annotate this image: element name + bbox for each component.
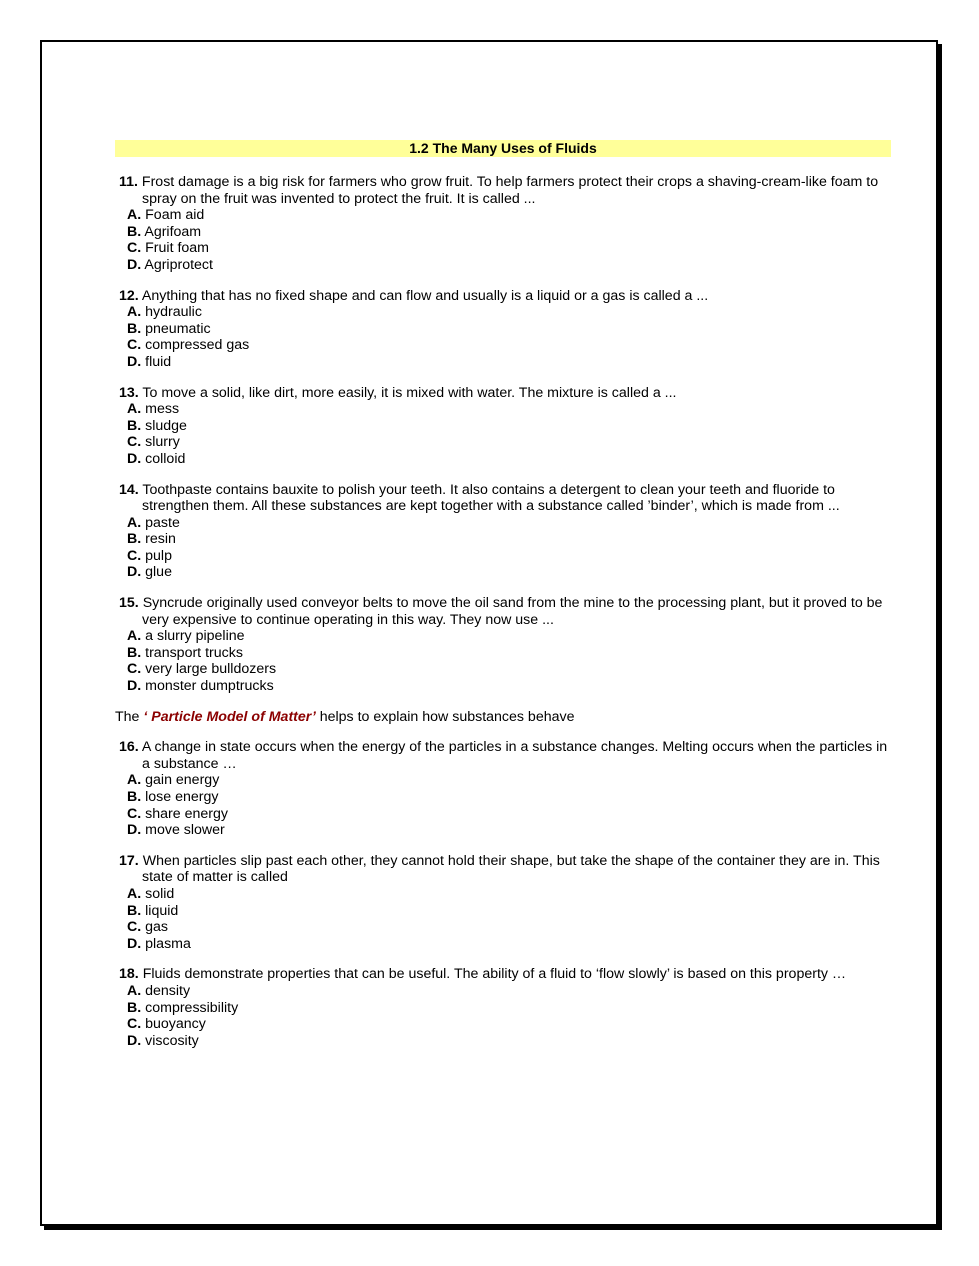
answer-option xyxy=(115,434,891,451)
option-text: liquid xyxy=(145,902,179,919)
option-text: lose energy xyxy=(145,789,219,805)
question-14 xyxy=(115,482,891,582)
section-title: 1.2 The Many Uses of Fluids xyxy=(115,140,891,157)
option-letter: B. xyxy=(127,644,142,661)
option-letter: C. xyxy=(127,337,142,354)
answer-option xyxy=(115,304,891,321)
option-letter: C. xyxy=(127,805,142,822)
question-16 xyxy=(115,739,891,839)
option-letter: D. xyxy=(127,256,142,273)
question-group-2 xyxy=(115,739,891,1049)
option-letter: D. xyxy=(127,935,142,952)
question-stem xyxy=(115,288,891,305)
option-text: fluid xyxy=(145,353,172,370)
answer-option xyxy=(115,548,891,565)
answer-option xyxy=(115,451,891,468)
option-letter: C. xyxy=(127,1016,142,1033)
option-letter: C. xyxy=(127,240,142,257)
particle-model-title: ‘ Particle Model of Matter’ xyxy=(143,708,316,725)
option-text: a slurry pipeline xyxy=(145,628,245,645)
question-12 xyxy=(115,288,891,371)
question-number: 18. xyxy=(119,966,139,983)
option-letter: D. xyxy=(127,353,142,370)
option-text: pulp xyxy=(145,547,172,564)
option-letter: D. xyxy=(127,1032,142,1049)
question-stem xyxy=(115,482,891,515)
option-letter: B. xyxy=(127,417,142,434)
answer-option xyxy=(115,337,891,354)
question-stem xyxy=(115,174,891,207)
answer-option xyxy=(115,936,891,953)
option-text: glue xyxy=(145,564,172,581)
answer-option xyxy=(115,240,891,257)
answer-option xyxy=(115,628,891,645)
answer-option xyxy=(115,772,891,789)
option-text: compressibility xyxy=(145,999,239,1016)
option-text: density xyxy=(145,982,191,999)
option-text: compressed gas xyxy=(145,337,250,354)
question-stem xyxy=(115,385,891,402)
option-text: Agrifoam xyxy=(144,223,202,240)
answer-option xyxy=(115,224,891,241)
question-stem xyxy=(115,853,891,886)
option-text: Foam aid xyxy=(145,207,205,224)
answer-option xyxy=(115,354,891,371)
option-letter: B. xyxy=(127,531,142,548)
answer-option xyxy=(115,515,891,532)
question-text: Frost damage is a big risk for farmers who grow fruit. To help farmers protect their crops a shaving-cream-like foam to spray on the fruit was invented to protect the fruit. It is called ... xyxy=(141,174,879,207)
question-text: When particles slip past each other, they cannot hold their shape, but take the shape of the container they are in. This state of matter is called xyxy=(142,852,880,886)
option-letter: A. xyxy=(127,207,142,224)
option-text: mess xyxy=(145,401,180,418)
answer-option xyxy=(115,401,891,418)
option-text: Agriprotect xyxy=(144,256,213,273)
question-text: A change in state occurs when the energy of the particles in a substance changes. Melting occurs when the particles in a substance … xyxy=(141,739,888,772)
option-letter: B. xyxy=(127,999,142,1016)
option-letter: B. xyxy=(127,223,142,240)
question-number: 13. xyxy=(119,384,139,401)
question-stem xyxy=(115,966,891,983)
question-13 xyxy=(115,385,891,468)
question-text: Anything that has no fixed shape and can flow and usually is a liquid or a gas is called a ... xyxy=(141,287,709,304)
answer-option xyxy=(115,564,891,581)
question-15 xyxy=(115,595,891,695)
option-letter: D. xyxy=(127,450,142,467)
question-18 xyxy=(115,966,891,1049)
option-text: transport trucks xyxy=(145,644,243,661)
intro-line xyxy=(115,709,891,726)
answer-option xyxy=(115,531,891,548)
option-text: gain energy xyxy=(145,772,220,789)
option-text: pneumatic xyxy=(145,320,211,337)
option-letter: A. xyxy=(127,304,142,321)
option-text: paste xyxy=(145,514,180,531)
answer-option xyxy=(115,418,891,435)
answer-option xyxy=(115,321,891,338)
answer-option xyxy=(115,886,891,903)
option-letter: A. xyxy=(127,401,142,418)
question-text: Toothpaste contains bauxite to polish your teeth. It also contains a detergent to clean your teeth and fluoride to strengthen them. All these substances are kept together with a substance called ’binder’, which is made from ... xyxy=(142,481,840,515)
option-text: colloid xyxy=(145,450,186,467)
option-text: move slower xyxy=(145,822,225,839)
option-letter: A. xyxy=(127,514,142,531)
option-letter: D. xyxy=(127,678,142,695)
option-text: Fruit foam xyxy=(145,240,209,257)
question-stem xyxy=(115,595,891,628)
answer-option xyxy=(115,983,891,1000)
worksheet-content xyxy=(115,140,891,1063)
answer-option xyxy=(115,789,891,806)
answer-option xyxy=(115,678,891,695)
option-letter: B. xyxy=(127,789,142,805)
option-text: sludge xyxy=(145,417,187,434)
option-text: share energy xyxy=(145,805,228,822)
option-letter: C. xyxy=(127,919,142,936)
answer-option xyxy=(115,1000,891,1017)
option-text: viscosity xyxy=(145,1032,199,1049)
question-text: Syncrude originally used conveyor belts to move the oil sand from the mine to the processing plant, but it proved to be very expensive to continue operating in this way. They now use ... xyxy=(142,595,883,628)
option-letter: C. xyxy=(127,661,142,678)
option-text: hydraulic xyxy=(145,304,202,321)
question-number: 11. xyxy=(119,174,138,190)
question-11 xyxy=(115,174,891,274)
option-letter: B. xyxy=(127,902,142,919)
option-letter: D. xyxy=(127,564,142,581)
answer-option xyxy=(115,903,891,920)
option-text: solid xyxy=(145,885,175,902)
question-number: 14. xyxy=(119,481,139,498)
option-text: very large bulldozers xyxy=(145,661,277,678)
option-letter: C. xyxy=(127,547,142,564)
answer-option xyxy=(115,806,891,823)
intro-prefix: The xyxy=(115,708,144,725)
answer-option xyxy=(115,1016,891,1033)
option-letter: A. xyxy=(127,885,142,902)
answer-option xyxy=(115,661,891,678)
option-letter: A. xyxy=(127,772,142,789)
option-text: monster dumptrucks xyxy=(145,678,274,695)
question-text: To move a solid, like dirt, more easily, it is mixed with water. The mixture is called a ... xyxy=(142,384,677,401)
option-text: buoyancy xyxy=(145,1016,206,1033)
answer-option xyxy=(115,207,891,224)
question-stem xyxy=(115,739,891,772)
option-letter: A. xyxy=(127,628,142,645)
option-letter: C. xyxy=(127,434,142,451)
answer-option xyxy=(115,919,891,936)
answer-option xyxy=(115,822,891,839)
question-17 xyxy=(115,853,891,953)
option-text: gas xyxy=(145,919,169,936)
question-text: Fluids demonstrate properties that can be useful. The ability of a fluid to ‘flow slowly’ is based on this property … xyxy=(142,966,847,983)
question-number: 17. xyxy=(119,852,139,869)
answer-option xyxy=(115,1033,891,1050)
option-letter: A. xyxy=(127,982,142,999)
option-text: plasma xyxy=(145,935,191,952)
question-group-1 xyxy=(115,174,891,695)
question-number: 16. xyxy=(119,739,139,756)
answer-option xyxy=(115,645,891,662)
answer-option xyxy=(115,257,891,274)
question-number: 12. xyxy=(119,287,139,304)
option-letter: D. xyxy=(127,822,142,839)
option-letter: B. xyxy=(127,320,142,337)
option-text: slurry xyxy=(145,434,180,451)
question-number: 15. xyxy=(119,595,139,612)
option-text: resin xyxy=(145,531,176,548)
intro-suffix: helps to explain how substances behave xyxy=(315,708,575,725)
